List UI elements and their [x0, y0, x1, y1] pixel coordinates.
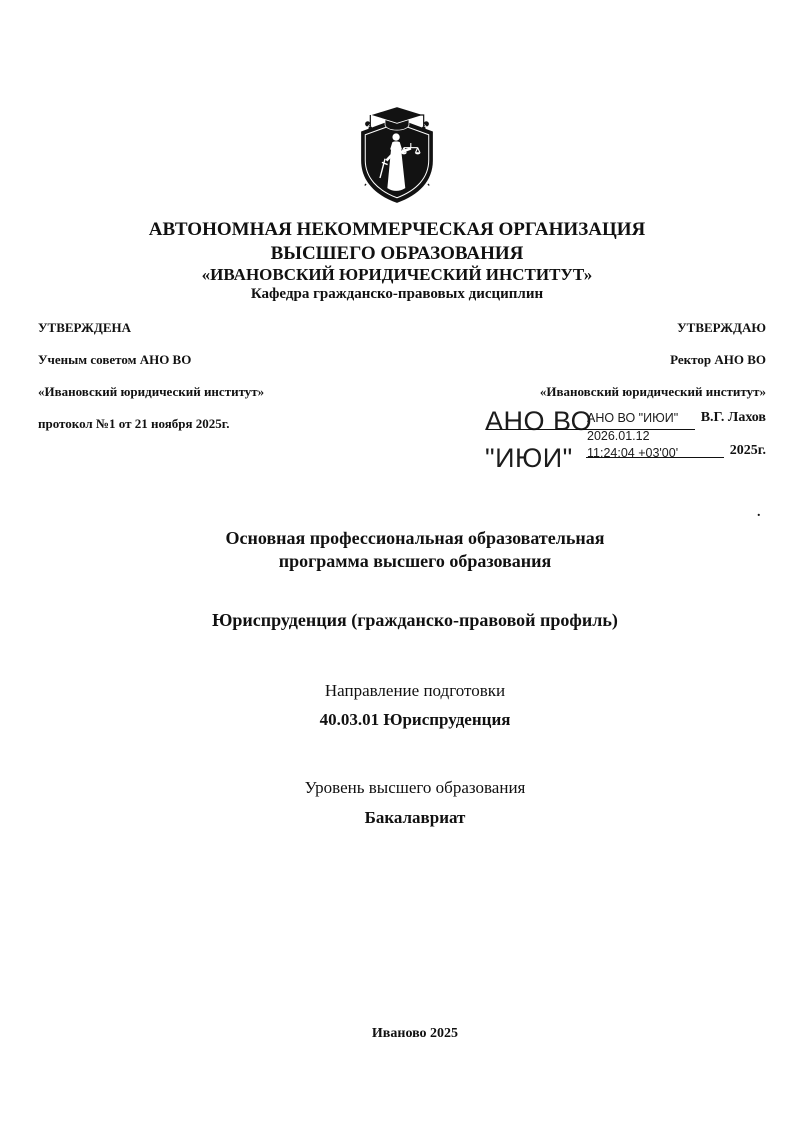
program-title [36, 527, 794, 573]
digital-signature-stamp-large [485, 403, 592, 477]
approval-block-right [540, 312, 766, 408]
approval-left-line2: «Ивановский юридический институт» [38, 384, 265, 399]
approval-block-left [38, 312, 264, 440]
stamp-big-line1: АНО ВО [485, 406, 593, 436]
approval-right-line1: Ректор АНО ВО [670, 352, 766, 367]
rector-name: В.Г. Лахов [700, 410, 766, 425]
stamp-big-line2: "ИЮИ" [485, 443, 573, 473]
approval-right-line2: «Ивановский юридический институт» [539, 384, 766, 399]
org-name-line1: АВТОНОМНАЯ НЕКОММЕРЧЕСКАЯ ОРГАНИЗАЦИЯ [148, 219, 646, 240]
stray-period-mark: . [757, 505, 761, 520]
department-name: Кафедра гражданско-правовых дисциплин [250, 286, 544, 302]
institute-emblem-icon [351, 104, 443, 206]
approval-year: 2025г. [729, 443, 766, 458]
signature-line [487, 429, 695, 430]
date-line [586, 457, 724, 458]
program-title-line2: программа высшего образования [278, 551, 552, 571]
stamp-signer: АНО ВО "ИЮИ" [587, 411, 679, 425]
shield-swords-cap-icon [351, 104, 443, 206]
approval-right-status: УТВЕРЖДАЮ [677, 320, 766, 335]
organization-header [0, 217, 794, 304]
stamp-time: 11:24:04 +03'00' [587, 446, 679, 460]
approval-left-line3: протокол №1 от 21 ноября 2025г. [38, 416, 230, 431]
education-level-label: Уровень высшего образования [304, 778, 526, 797]
digital-signature-stamp-details [587, 410, 678, 463]
education-level-value: Бакалавриат [364, 808, 466, 827]
approval-left-status: УТВЕРЖДЕНА [38, 320, 132, 335]
stamp-date: 2026.01.12 [587, 428, 650, 443]
direction-label: Направление подготовки [324, 681, 506, 700]
approval-left-line1: Ученым советом АНО ВО [38, 352, 192, 367]
city-year-footer: Иваново 2025 [371, 1026, 459, 1041]
org-name-line2: ВЫСШЕГО ОБРАЗОВАНИЯ [270, 243, 524, 264]
org-name-line3: «ИВАНОВСКИЙ ЮРИДИЧЕСКИЙ ИНСТИТУТ» [201, 265, 593, 284]
program-title-line1: Основная профессиональная образовательная [225, 528, 605, 548]
program-profile: Юриспруденция (гражданско-правовой профиль) [212, 610, 618, 630]
direction-value: 40.03.01 Юриспруденция [319, 710, 511, 729]
